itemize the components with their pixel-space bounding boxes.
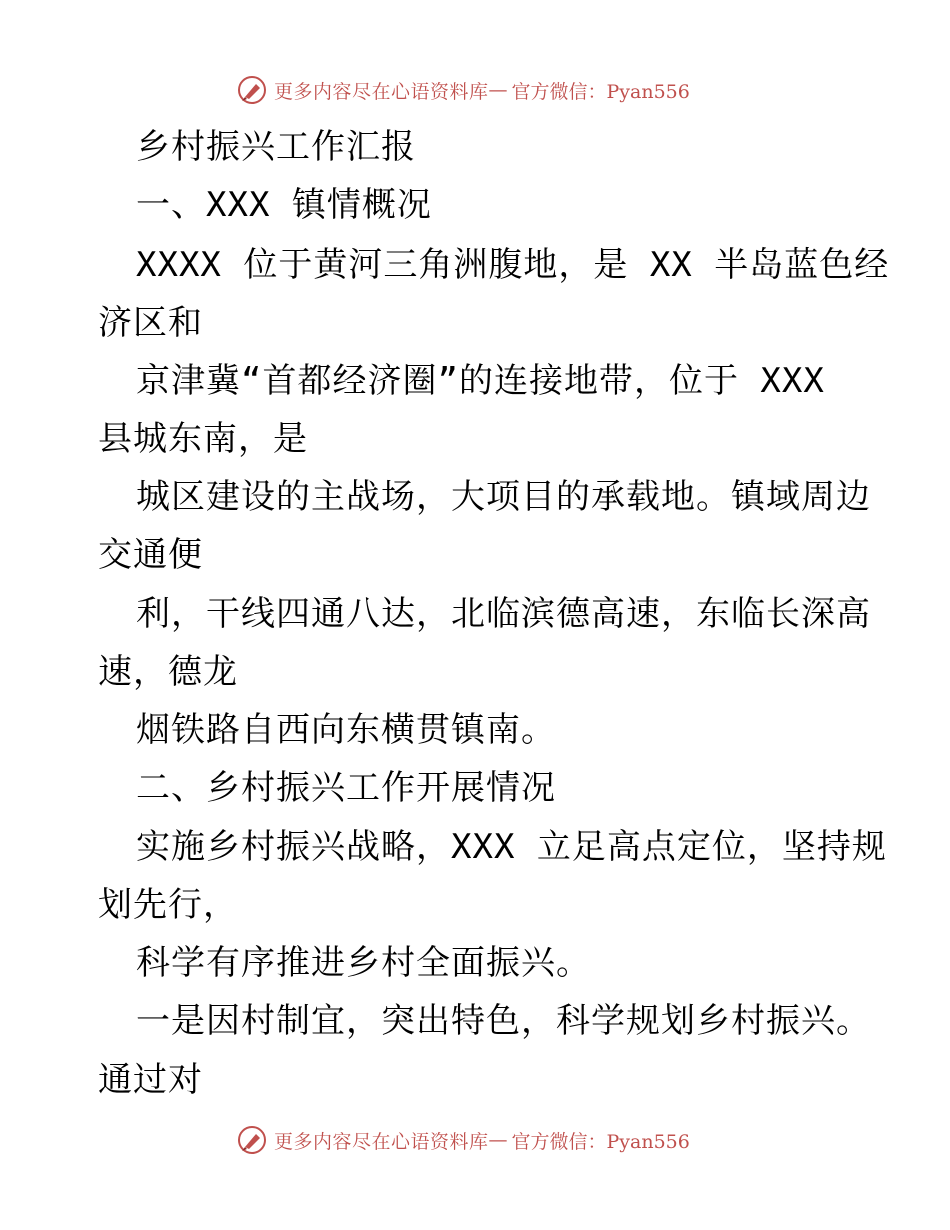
section-heading: 二、乡村振兴工作开展情况 [136,768,556,808]
paragraph-line: 科学有序推进乡村全面振兴。 [136,943,591,983]
paragraph-line: 实施乡村振兴战略，XXX 立足高点定位，坚持规 [136,827,887,867]
pen-nib-logo-icon [236,1124,268,1156]
banner-contact: 官方微信：Pyan556 [511,1130,690,1153]
section-heading: 一、XXX 镇情概况 [136,185,432,225]
document-title: 乡村振兴工作汇报 [136,127,416,167]
banner-text: 更多内容尽在心语资料库 [274,80,489,103]
paragraph-line: 烟铁路自西向东横贯镇南。 [136,710,556,750]
paragraph-line: 通过对 [98,1060,203,1100]
paragraph-line: 利，干线四通八达，北临滨德高速，东临长深高 [136,594,871,634]
paragraph-line: 速，德龙 [98,652,238,692]
banner-separator: — [488,79,508,101]
footer-banner [236,1122,690,1158]
paragraph-line: 一是因村制宜，突出特色，科学规划乡村振兴。 [136,1001,871,1041]
header-banner [236,72,690,108]
banner-separator: — [488,1129,508,1151]
paragraph-line: 交通便 [98,535,203,575]
paragraph-line: 京津冀“首都经济圈”的连接地带，位于 XXX [136,361,825,401]
paragraph-line: 县城东南，是 [98,419,308,459]
paragraph-line: 划先行， [98,885,238,925]
pen-nib-logo-icon [236,74,268,106]
paragraph-line: 济区和 [98,303,203,343]
paragraph-line: 城区建设的主战场，大项目的承载地。镇域周边 [136,477,871,517]
paragraph-line: XXXX 位于黄河三角洲腹地，是 XX 半岛蓝色经 [136,245,890,285]
banner-contact: 官方微信：Pyan556 [511,80,690,103]
banner-text: 更多内容尽在心语资料库 [274,1130,489,1153]
